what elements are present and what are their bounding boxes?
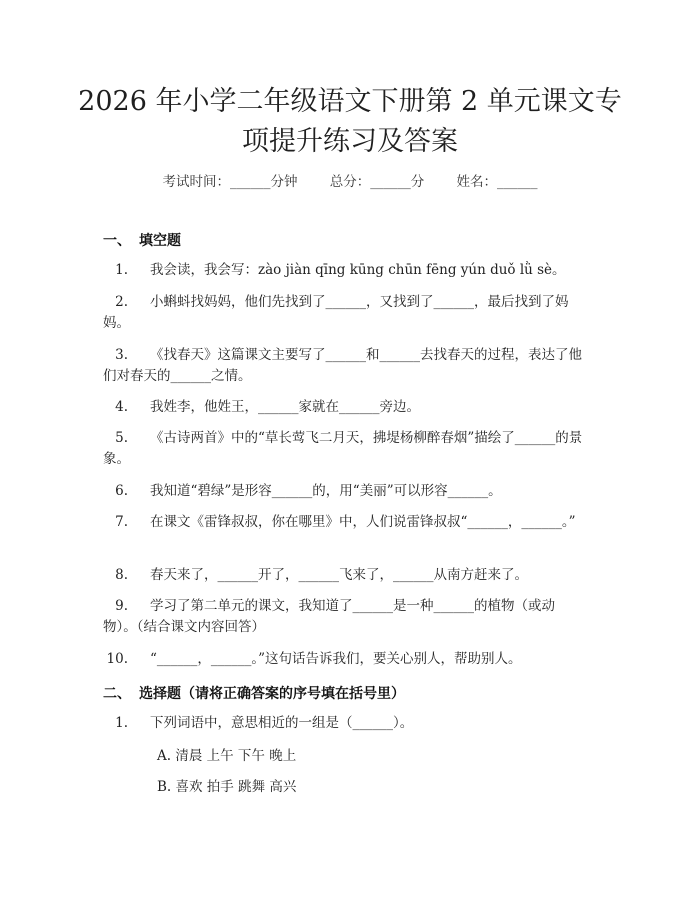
question-number: 9.: [115, 598, 128, 614]
question-text: 《找春天》这篇课文主要写了______和______去找春天的过程，表达了他们对春天的______之情。: [103, 347, 582, 384]
exam-meta: [0, 170, 700, 190]
question-number: 1.: [115, 715, 128, 731]
question-number: 8.: [115, 567, 128, 583]
question-text: 小蝌蚪找妈妈，他们先找到了______，又找到了______，最后找到了妈妈。: [103, 294, 569, 331]
question-text: “______，______。”这句话告诉我们，要关心别人，帮助别人。: [150, 651, 522, 667]
question-text: 在课文《雷锋叔叔，你在哪里》中，人们说雷锋叔叔“______，______。”: [150, 514, 576, 530]
question-item: [103, 512, 583, 533]
question-text: 我姓李，他姓王，______家就在______旁边。: [150, 399, 420, 415]
question-item: [103, 649, 583, 670]
section-heading-fill: [103, 230, 181, 250]
question-item: [103, 397, 583, 418]
question-text: 学习了第二单元的课文，我知道了______是一种______的植物（或动物）。（结合课文内容回答）: [103, 598, 555, 635]
section-number: 一、: [103, 233, 131, 249]
question-number: 4.: [115, 399, 128, 415]
page-title: [60, 82, 640, 162]
question-item: [103, 428, 583, 470]
question-text: 下列词语中，意思相近的一组是（______）。: [150, 715, 414, 731]
question-text: 我知道“碧绿”是形容______的，用“美丽”可以形容______。: [150, 483, 502, 499]
question-number: 7.: [115, 514, 128, 530]
title-line-2: 项提升练习及答案: [242, 126, 458, 157]
exam-time: 考试时间：______分钟: [162, 174, 298, 190]
choice-option: B. 喜欢 拍手 跳舞 高兴: [157, 779, 297, 795]
question-number: 2.: [115, 294, 128, 310]
question-number: 6.: [115, 483, 128, 499]
question-number: 5.: [115, 430, 128, 446]
question-text: 我会读，我会写：zào jiàn qīng kūng chūn fēng yún duǒ lǜ sè。: [150, 262, 566, 278]
question-item: [103, 565, 583, 586]
question-item: [103, 596, 583, 638]
question-number: 3.: [115, 347, 128, 363]
question-item: [103, 713, 583, 734]
question-item: [103, 292, 583, 334]
title-line-1: 2026 年小学二年级语文下册第 2 单元课文专: [78, 86, 622, 117]
question-number: 10.: [106, 651, 128, 667]
choice-option: A. 清晨 上午 下午 晚上: [157, 748, 297, 764]
section-number: 二、: [103, 686, 131, 702]
question-item: [103, 481, 583, 502]
section-heading-choice: [103, 683, 405, 703]
question-item: [103, 345, 583, 387]
section-title: 选择题（请将正确答案的序号填在括号里）: [139, 686, 405, 702]
question-item: [103, 260, 583, 281]
question-number: 1.: [115, 262, 128, 278]
question-text: 春天来了，______开了，______飞来了，______从南方赶来了。: [150, 567, 528, 583]
total-score: 总分：______分: [329, 174, 425, 190]
student-name: 姓名：______: [456, 174, 538, 190]
section-title: 填空题: [139, 233, 181, 249]
question-text: 《古诗两首》中的“草长莺飞二月天，拂堤杨柳醉春烟”描绘了______的景象。: [103, 430, 583, 467]
